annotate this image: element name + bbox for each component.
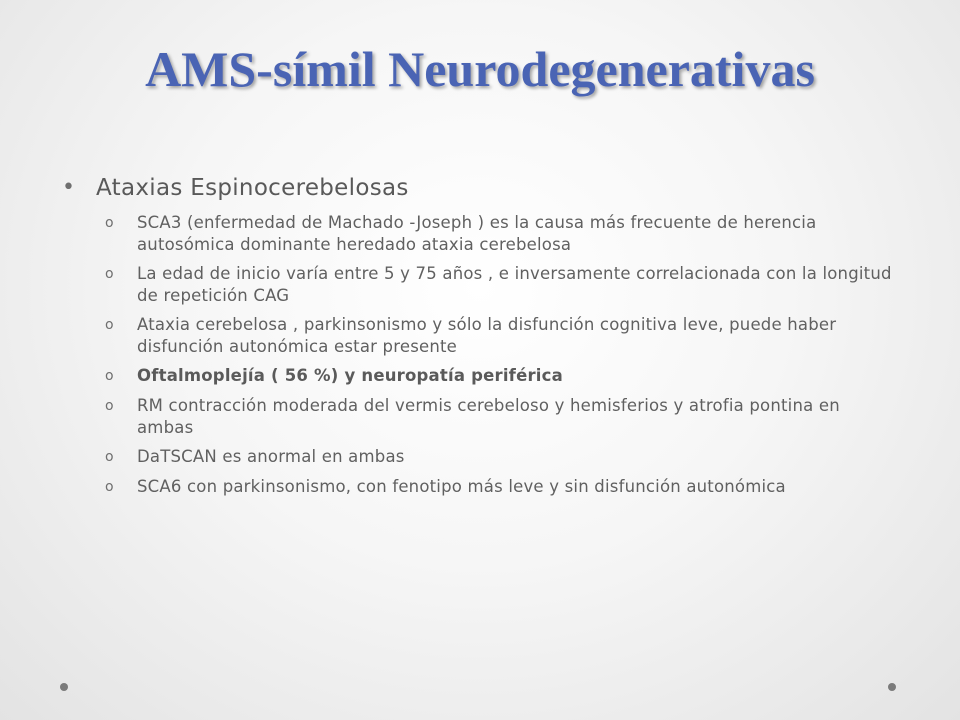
bullet-ataxias [62, 170, 912, 206]
sub-bullet-item [62, 476, 912, 499]
sub-bullet-text: SCA6 con parkinsonismo, con fenotipo más leve y sin disfunción autonómica [137, 477, 786, 496]
slide-title: AMS-símil Neurodegenerativas [145, 41, 815, 97]
sub-bullet-marker-icon: o [105, 317, 114, 333]
bullet-text: Ataxias Espinocerebelosas [96, 175, 409, 201]
decorative-dot-right-icon [888, 683, 896, 691]
sub-bullet-text: DaTSCAN es anormal en ambas [137, 447, 405, 466]
sub-bullet-marker-icon: o [105, 368, 114, 384]
sub-bullet-item [62, 212, 912, 256]
sub-bullet-text: La edad de inicio varía entre 5 y 75 años , e inversamente correlacionada con la longitud de repetición CAG [137, 264, 892, 305]
decorative-dot-left-icon [60, 683, 68, 691]
bullet-dot-icon: • [62, 175, 75, 200]
sub-bullet-marker-icon: o [105, 398, 114, 414]
sub-bullet-marker-icon: o [105, 449, 114, 465]
sub-bullet-text: Ataxia cerebelosa , parkinsonismo y sólo la disfunción cognitiva leve, puede haber disfunción autonómica estar presente [137, 315, 837, 356]
sub-bullet-marker-icon: o [105, 266, 114, 282]
sub-bullet-marker-icon: o [105, 479, 114, 495]
sub-bullet-list [62, 212, 912, 499]
sub-bullet-text-bold: Oftalmoplejía ( 56 %) y neuropatía periférica [137, 366, 563, 385]
sub-bullet-item [62, 263, 912, 307]
sub-bullet-item [62, 446, 912, 469]
slide-content [62, 170, 912, 506]
sub-bullet-item [62, 395, 912, 439]
sub-bullet-item [62, 314, 912, 358]
sub-bullet-item [62, 365, 912, 388]
sub-bullet-text: SCA3 (enfermedad de Machado -Joseph ) es la causa más frecuente de herencia autosómica dominante heredado ataxia cerebelosa [137, 213, 817, 254]
sub-bullet-marker-icon: o [105, 215, 114, 231]
sub-bullet-text: RM contracción moderada del vermis cerebeloso y hemisferios y atrofia pontina en ambas [137, 396, 840, 437]
